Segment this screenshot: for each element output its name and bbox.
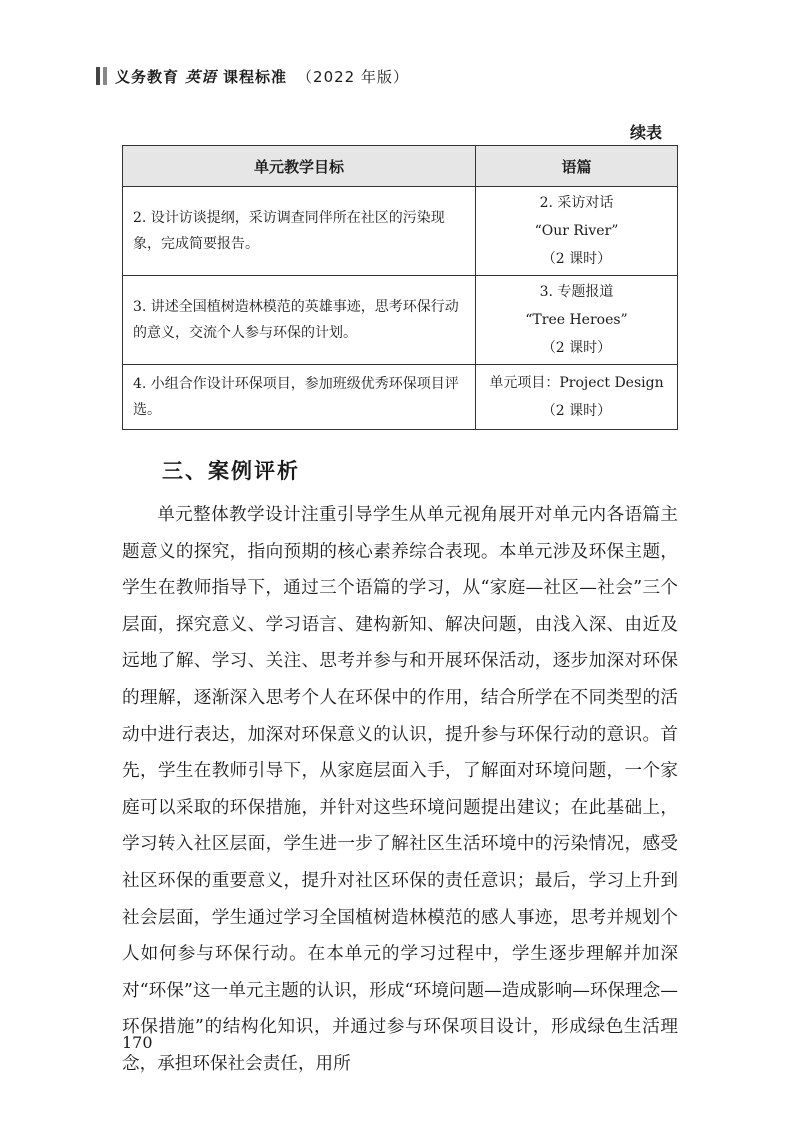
text-line: “Our River” [534, 223, 619, 239]
text-line: 单元项目：Project Design [489, 375, 664, 391]
header-year: （2022 年版） [297, 67, 409, 86]
section-heading: 三、案例评析 [162, 459, 300, 483]
header-title [115, 66, 409, 87]
header-title-part1: 义务教育 [115, 67, 180, 86]
running-header [96, 64, 409, 88]
text-line: （2 课时） [541, 403, 612, 419]
table-cell-text [476, 276, 678, 365]
header-title-part2: 课程标准 [223, 67, 288, 86]
page-number: 170 [122, 1033, 153, 1052]
table-cell-text [476, 187, 678, 276]
continued-label: 续表 [629, 123, 662, 142]
header-bar-icon [96, 67, 107, 85]
text-line: “Tree Heroes” [525, 312, 628, 328]
table-header-row [123, 146, 678, 187]
table-cell-goal: 3. 讲述全国植树造林模范的英雄事迹，思考环保行动的意义，交流个人参与环保的计划。 [123, 276, 476, 365]
text-line: （2 课时） [541, 251, 612, 267]
text-line: （2 课时） [541, 340, 612, 356]
table-cell-goal: 4. 小组合作设计环保项目，参加班级优秀环保项目评选。 [123, 365, 476, 430]
table-row [123, 276, 678, 365]
text-line: 3. 专题报道 [539, 284, 614, 300]
table-row [123, 187, 678, 276]
unit-table [122, 145, 678, 430]
table-cell-goal: 2. 设计访谈提纲，采访调查同伴所在社区的污染现象，完成简要报告。 [123, 187, 476, 276]
table-header-text: 语篇 [476, 146, 678, 187]
table-row [123, 365, 678, 430]
body-paragraph: 单元整体教学设计注重引导学生从单元视角展开对单元内各语篇主题意义的探究，指向预期的核心素养综合表现。本单元涉及环保主题，学生在教师指导下，通过三个语篇的学习，从“家庭—社区—社会”三个层面，探究意义、学习语言、建构新知、解决问题，由浅入深、由近及远地了解、学习、关注、思考并参与和开展环保活动，逐步加深对环保的理解，逐渐深入思考个人在环保中的作用，结合所学在不同类型的活动中进行表达，加深对环保意义的认识，提升参与环保行动的意识。首先，学生在教师引导下，从家庭层面入手，了解面对环境问题，一个家庭可以采取的环保措施，并针对这些环境问题提出建议；在此基础上，学习转入社区层面，学生进一步了解社区生活环境中的污染情况，感受社区环保的重要意义，提升对社区环保的责任意识；最后，学习上升到社会层面，学生通过学习全国植树造林模范的感人事迹，思考并规划个人如何参与环保行动。在本单元的学习过程中，学生逐步理解并加深对“环保”这一单元主题的认识，形成“环境问题—造成影响—环保理念—环保措施”的结构化知识，并通过参与环保项目设计，形成绿色生活理念，承担环保社会责任，用所 [122, 505, 678, 1074]
table-cell-text [476, 365, 678, 430]
text-line: 2. 采访对话 [539, 195, 614, 211]
header-title-italic: 英语 [185, 67, 218, 86]
table-header-goal: 单元教学目标 [123, 146, 476, 187]
